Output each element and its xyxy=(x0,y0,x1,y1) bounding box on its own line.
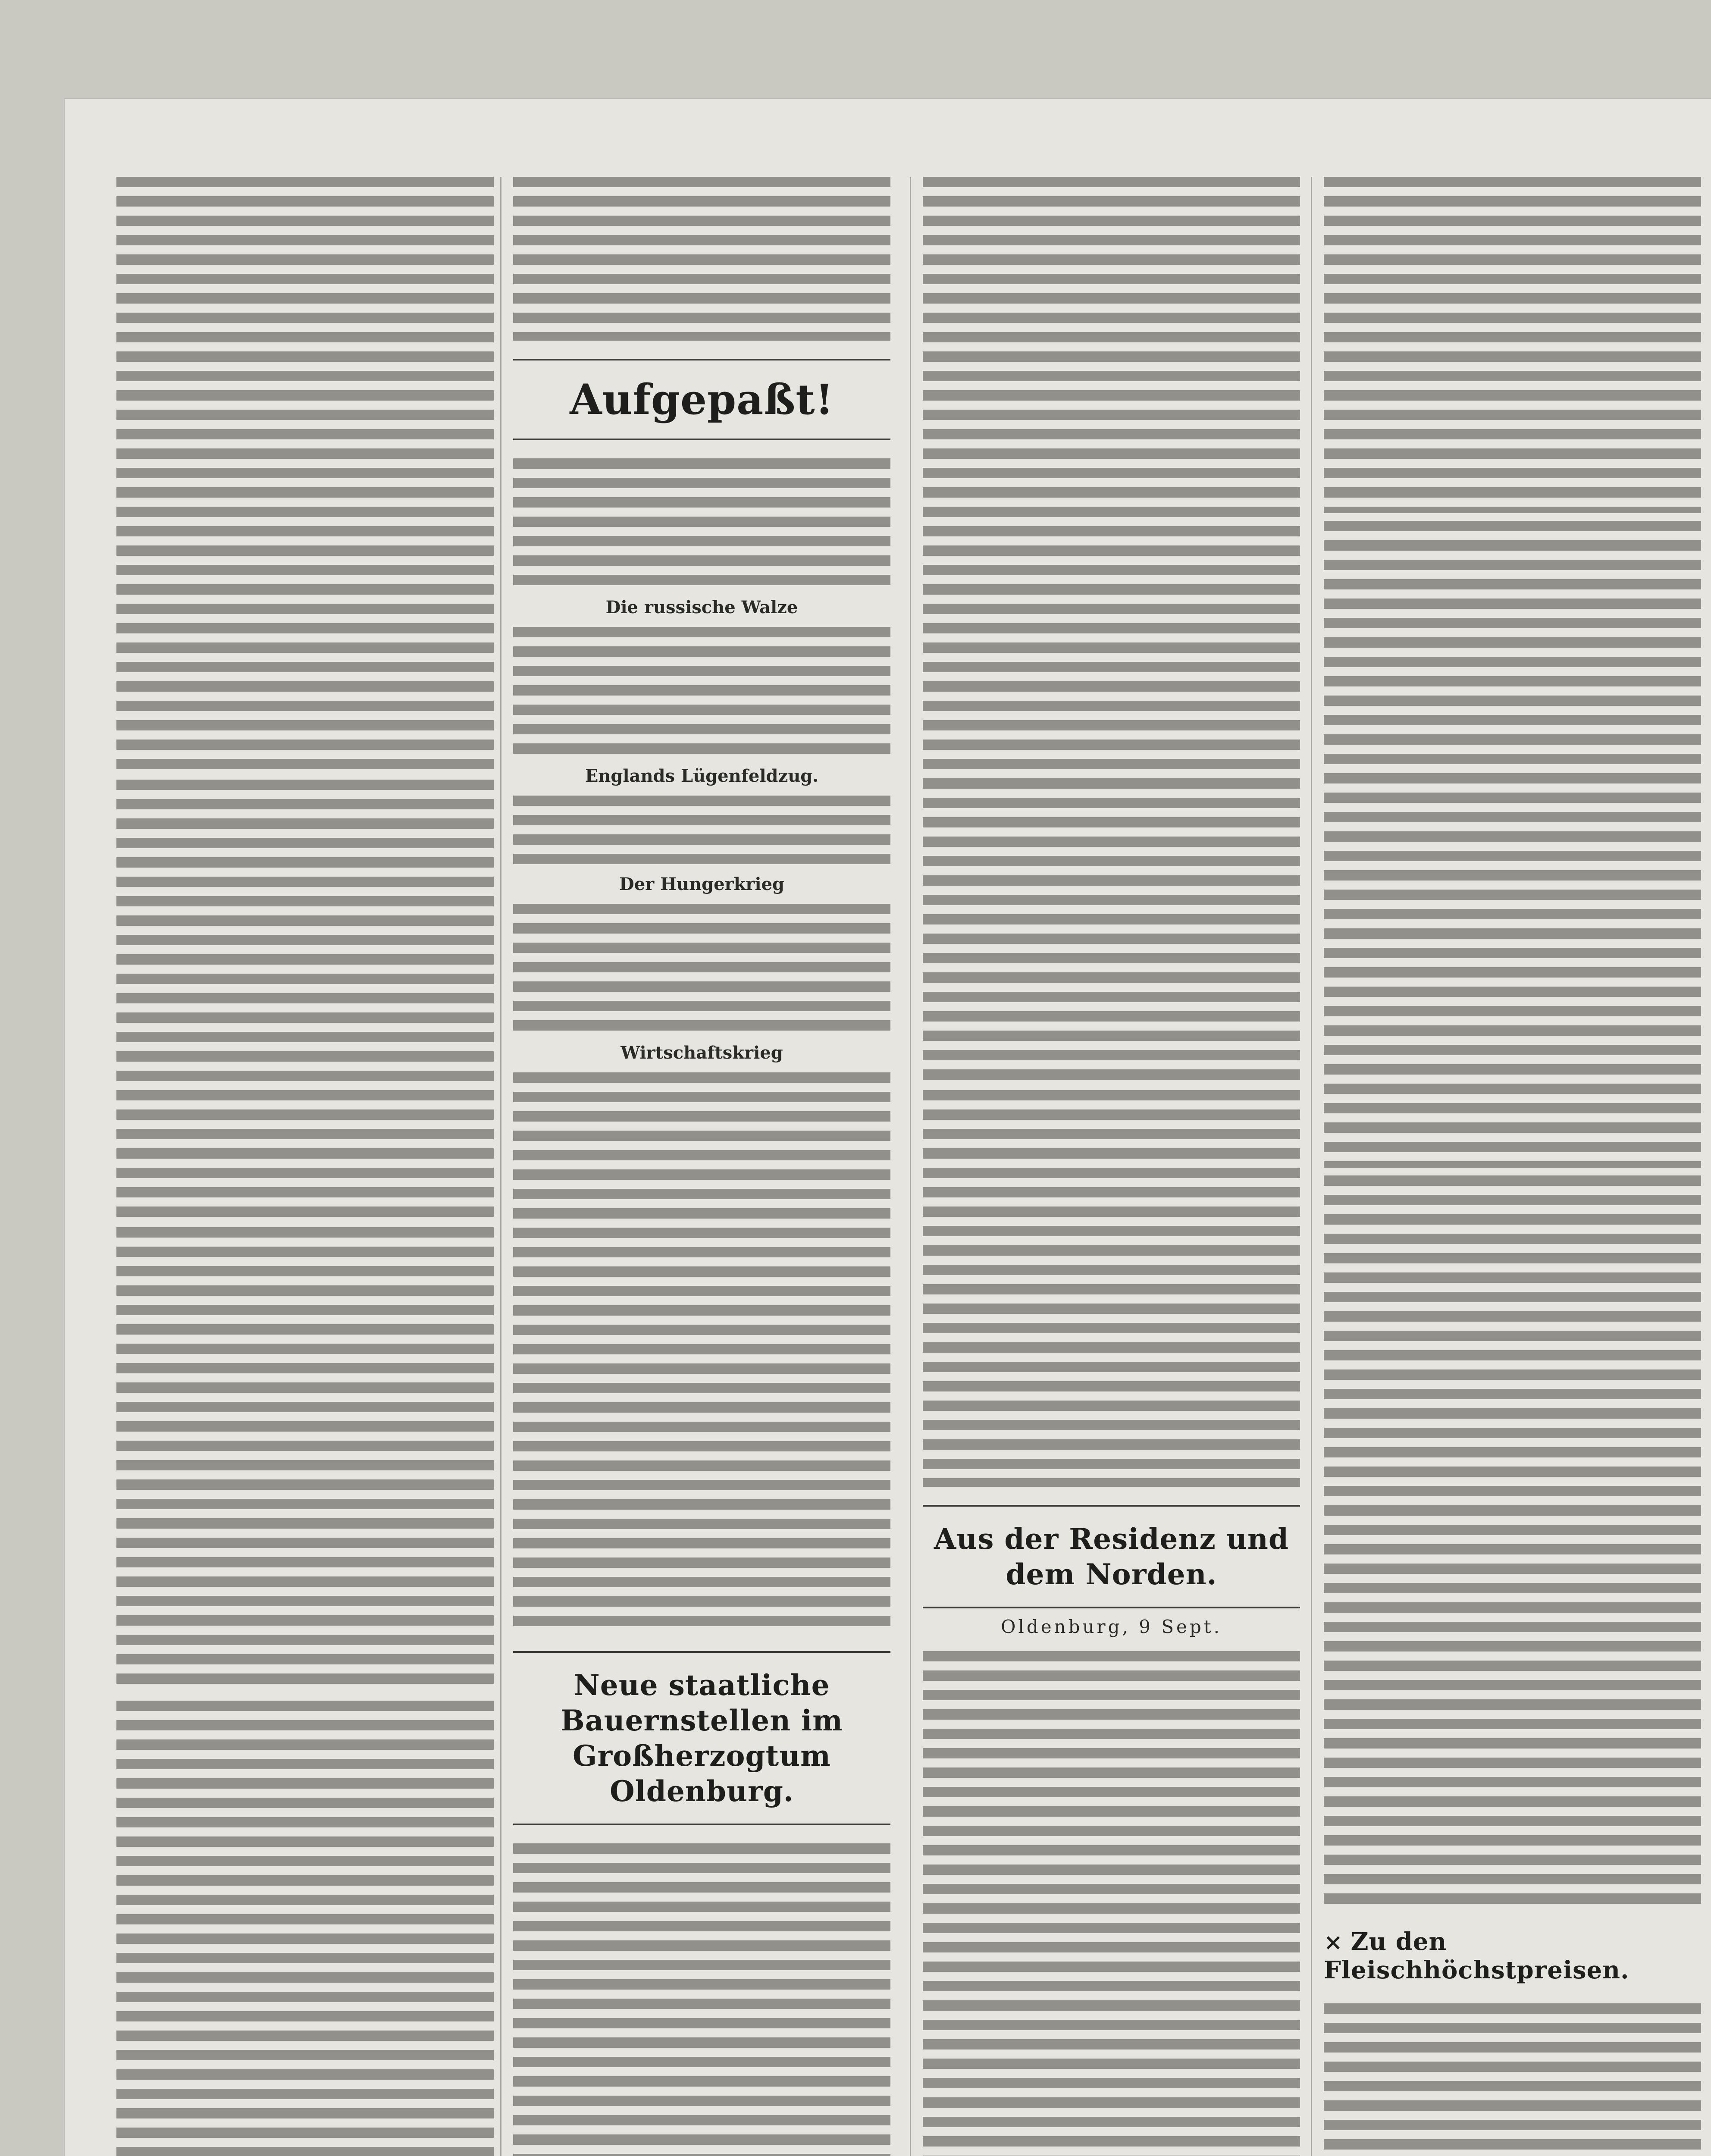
article-text xyxy=(513,458,890,588)
article-text xyxy=(116,780,494,1219)
article-text xyxy=(1324,177,1701,513)
column-3 xyxy=(923,177,1300,2156)
article-text xyxy=(116,1701,494,2156)
article-text xyxy=(513,1072,890,1633)
subhead: Der Hungerkrieg xyxy=(619,874,784,894)
article-text xyxy=(1324,1175,1701,1908)
headline-bauernstellen: Neue staatliche Bauernstellen im Großherzogtum Oldenburg. xyxy=(513,1651,890,1825)
cross-marker: × xyxy=(1324,1929,1343,1955)
article-text xyxy=(1324,2003,1701,2156)
article-text xyxy=(116,177,494,772)
headline-text: Zu den Fleischhöchstpreisen. xyxy=(1324,1927,1630,1984)
headline-aufgepasst: Aufgepaßt! xyxy=(513,359,890,440)
article-text xyxy=(116,1227,494,1693)
article-text xyxy=(513,627,890,756)
headline-residenz: Aus der Residenz und dem Norden. xyxy=(923,1505,1300,1608)
newspaper-page xyxy=(65,99,1711,2156)
article-text xyxy=(513,904,890,1033)
article-text xyxy=(513,177,890,341)
dateline: Oldenburg, 9 Sept. xyxy=(1000,1616,1222,1637)
column-rule xyxy=(500,177,501,2156)
article-text xyxy=(513,1843,890,2156)
article-text xyxy=(923,177,1300,1082)
article-text xyxy=(513,796,890,865)
column-2 xyxy=(513,177,890,2156)
subhead: Die russische Walze xyxy=(605,597,798,617)
column-rule xyxy=(1311,177,1312,2156)
subhead: Wirtschaftskrieg xyxy=(620,1043,783,1063)
column-4 xyxy=(1324,177,1701,2156)
article-text xyxy=(923,1651,1300,2156)
subhead: Englands Lügenfeldzug. xyxy=(585,766,819,786)
article-text xyxy=(1324,521,1701,1168)
headline-fleischhoechstpreise xyxy=(1324,1921,1701,1990)
column-1 xyxy=(116,177,494,2156)
article-text xyxy=(923,1090,1300,1487)
column-rule xyxy=(910,177,911,2156)
